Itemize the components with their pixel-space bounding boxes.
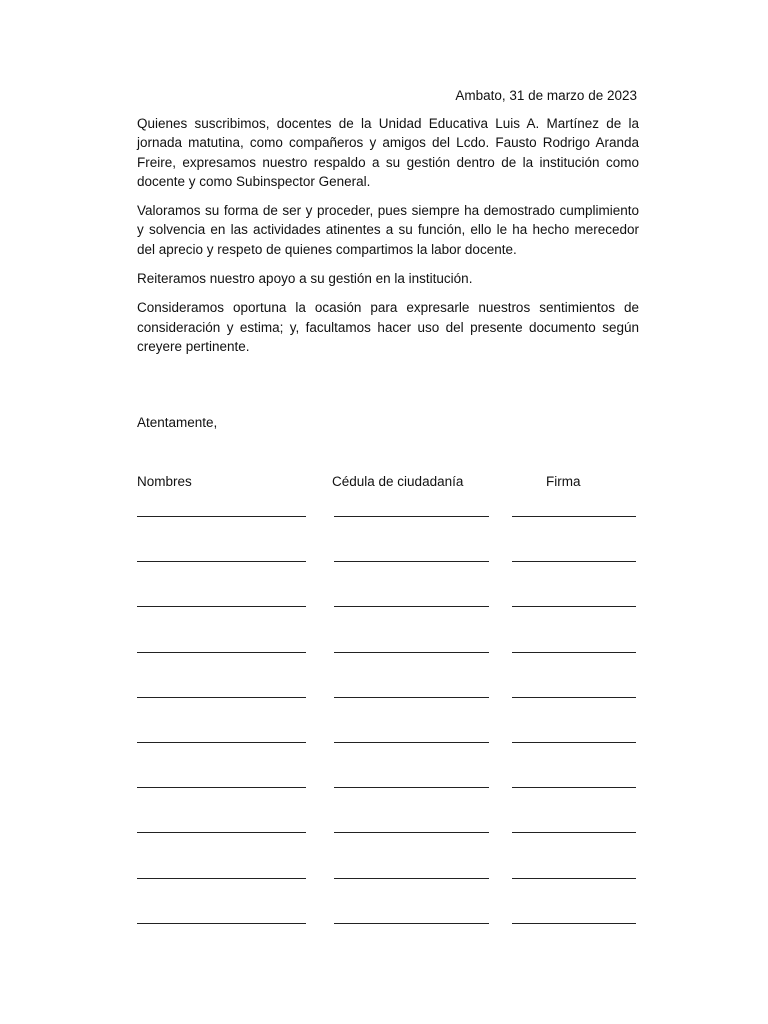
name-blank-line (137, 606, 306, 607)
cedula-blank-line (334, 697, 489, 698)
cedula-blank-line (334, 561, 489, 562)
column-header-nombres: Nombres (137, 474, 192, 489)
signature-blank-line (512, 697, 636, 698)
signature-blank-line (512, 878, 636, 879)
paragraph-1: Quienes suscribimos, docentes de la Unidad Educativa Luis A. Martínez de la jornada matutina, como compañeros y amigos del Lcdo. Fausto Rodrigo Aranda Freire, expresamos nuestro respaldo a su gestión dentro de la institución como docente y como Subinspector General. (137, 116, 639, 189)
cedula-blank-line (334, 878, 489, 879)
signature-blank-line (512, 787, 636, 788)
signature-blank-line (512, 516, 636, 517)
name-blank-line (137, 923, 306, 924)
closing-salutation: Atentamente, (137, 415, 218, 430)
signature-table (0, 516, 768, 968)
signature-row (0, 832, 768, 877)
name-blank-line (137, 832, 306, 833)
cedula-blank-line (334, 923, 489, 924)
paragraph-3: Reiteramos nuestro apoyo a su gestión en la institución. (137, 271, 473, 287)
signature-blank-line (512, 652, 636, 653)
signature-row (0, 742, 768, 787)
signature-row (0, 561, 768, 606)
column-header-cedula: Cédula de ciudadanía (332, 474, 464, 489)
paragraph-4: Consideramos oportuna la ocasión para expresarle nuestros sentimientos de consideración y estima; y, facultamos hacer uso del presente documento según creyere pertinente. (137, 300, 639, 354)
name-blank-line (137, 652, 306, 653)
cedula-blank-line (334, 787, 489, 788)
name-blank-line (137, 561, 306, 562)
name-blank-line (137, 697, 306, 698)
signature-blank-line (512, 832, 636, 833)
cedula-blank-line (334, 742, 489, 743)
paragraph-2: Valoramos su forma de ser y proceder, pues siempre ha demostrado cumplimiento y solvencia en las actividades atinentes a su función, ello le ha hecho merecedor del aprecio y respeto de quienes compartimos la labor docente. (137, 203, 639, 257)
cedula-blank-line (334, 832, 489, 833)
signature-row (0, 606, 768, 651)
column-header-firma: Firma (546, 474, 581, 489)
signature-blank-line (512, 606, 636, 607)
signature-row (0, 652, 768, 697)
signature-row (0, 697, 768, 742)
name-blank-line (137, 742, 306, 743)
name-blank-line (137, 878, 306, 879)
signature-row (0, 923, 768, 968)
letter-body (137, 114, 639, 366)
signature-row (0, 516, 768, 561)
date-line: Ambato, 31 de marzo de 2023 (455, 88, 637, 103)
cedula-blank-line (334, 516, 489, 517)
cedula-blank-line (334, 606, 489, 607)
signature-blank-line (512, 923, 636, 924)
name-blank-line (137, 787, 306, 788)
signature-blank-line (512, 742, 636, 743)
name-blank-line (137, 516, 306, 517)
signature-blank-line (512, 561, 636, 562)
signature-row (0, 787, 768, 832)
signature-row (0, 878, 768, 923)
cedula-blank-line (334, 652, 489, 653)
